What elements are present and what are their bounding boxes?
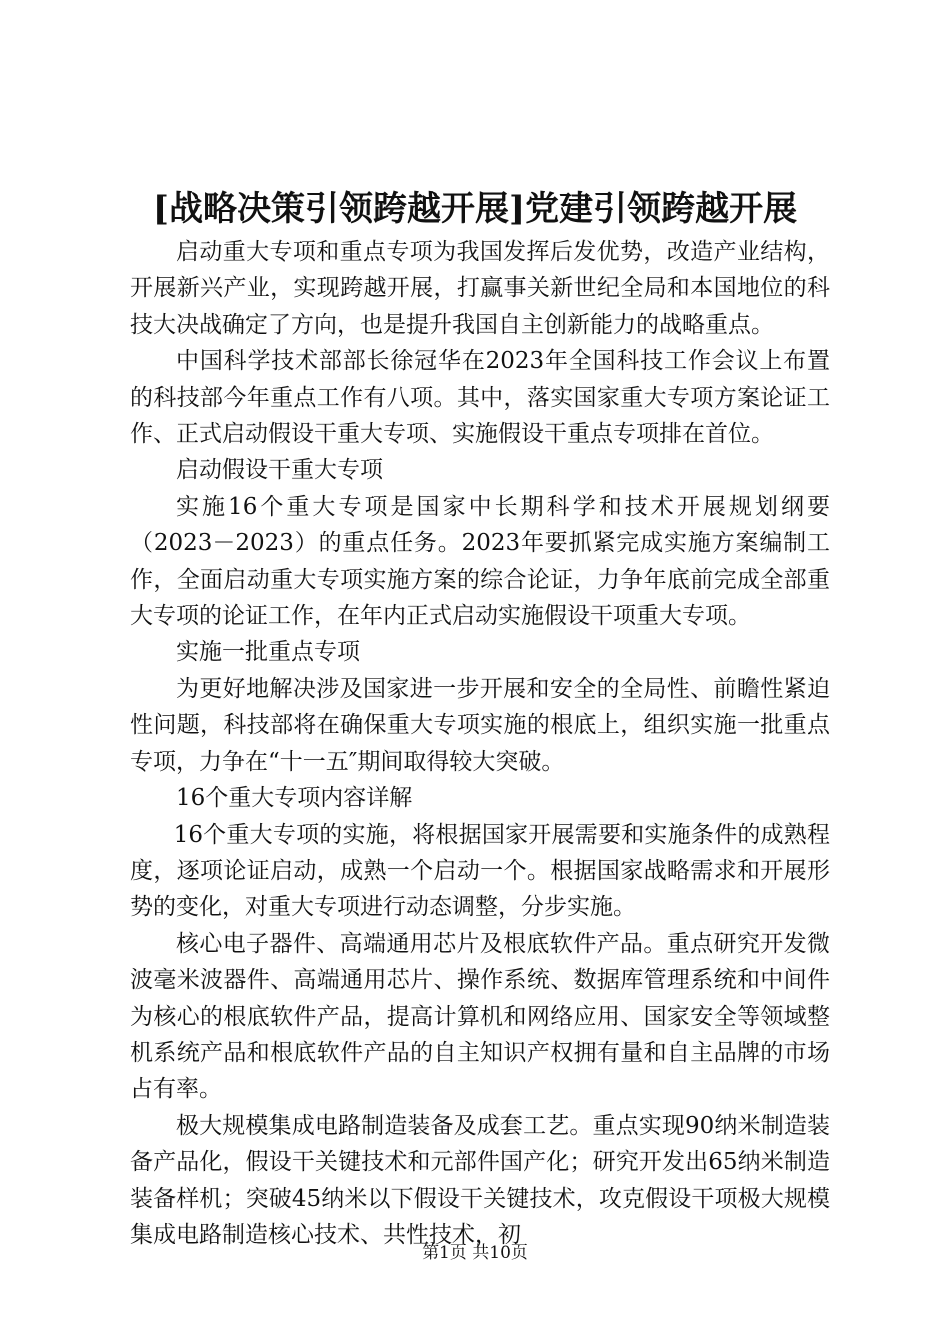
paragraph-ic-manufacturing: 极大规模集成电路制造装备及成套工艺。重点实现90纳米制造装备产品化，假设干关键技术和元部件国产化；研究开发出65纳米制造装备样机；突破45纳米以下假设干关键技术，攻克假设干项极大规模集成电路制造核心技术、共性技术，初 (130, 1112, 830, 1248)
paragraph-major-projects: 实施16个重大专项是国家中长期科学和技术开展规划纲要（2023－2023）的重点任务。2023年要抓紧完成实施方案编制工作，全面启动重大专项实施方案的综合论证，力争年底前完成全部重大专项的论证工作，在年内正式启动实施假设干项重大专项。 (130, 493, 830, 630)
paragraph-details: 16个重大专项的实施，将根据国家开展需要和实施条件的成熟程度，逐项论证启动，成熟一个启动一个。根据国家战略需求和开展形势的变化，对重大专项进行动态调整，分步实施。 (130, 821, 830, 921)
paragraph-core-electronics: 核心电子器件、高端通用芯片及根底软件产品。重点研究开发微波毫米波器件、高端通用芯片、操作系统、数据库管理系统和中间件为核心的根底软件产品，提高计算机和网络应用、国家安全等领域整机系统产品和根底软件产品的自主知识产权拥有量和自主品牌的市场占有率。 (130, 930, 830, 1103)
paragraph-intro: 启动重大专项和重点专项为我国发挥后发优势，改造产业结构，开展新兴产业，实现跨越开展，打赢事关新世纪全局和本国地位的科技大决战确定了方向，也是提升我国自主创新能力的战略重点。 (130, 239, 830, 338)
document-body (130, 234, 830, 1253)
paragraph-key-projects: 为更好地解决涉及国家进一步开展和安全的全局性、前瞻性紧迫性问题，科技部将在确保重大专项实施的根底上，组织实施一批重点专项，力争在“十一五″期间取得较大突破。 (130, 675, 830, 775)
paragraph-minister-work: 中国科学技术部部长徐冠华在2023年全国科技工作会议上布置的科技部今年重点工作有八项。其中，落实国家重大专项方案论证工作、正式启动假设干重大专项、实施假设干重点专项排在首位。 (130, 348, 830, 448)
page-footer: 第1页 共10页 (422, 1243, 528, 1263)
page-title: [战略决策引领跨越开展]党建引领跨越开展 (152, 189, 798, 229)
section-heading-key-projects: 实施一批重点专项 (176, 639, 360, 666)
section-heading-details: 16个重大专项内容详解 (176, 785, 413, 812)
section-heading-major-projects: 启动假设干重大专项 (176, 457, 383, 484)
